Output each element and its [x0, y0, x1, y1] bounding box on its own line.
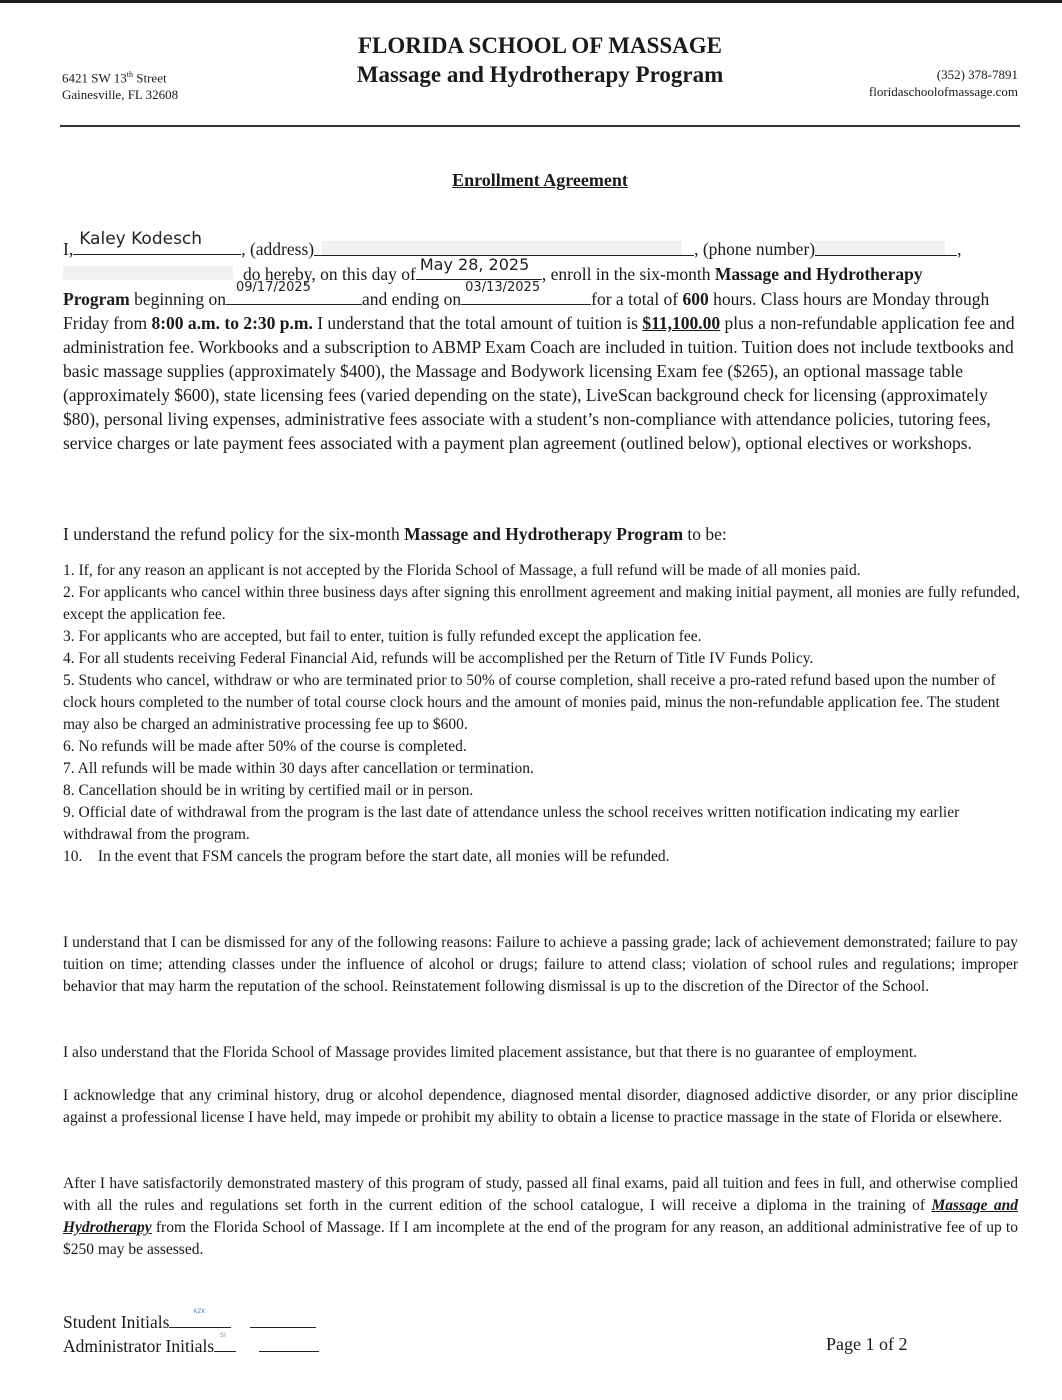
text: I understand the refund policy for the six-month [63, 524, 405, 544]
admin-initials-field[interactable] [214, 1332, 236, 1352]
school-website: floridaschoolofmassage.com [868, 84, 1018, 99]
dismissal-paragraph: I understand that I can be dismissed for any of the following reasons: Failure to achieve a passing grade; lack of achievement demonstrated; failure to pay tuition on time; attending classes under the influence of alcohol or drugs; failure to attend class; violation of school rules and regulations; improper behavior that may harm the reputation of the school. Reinstatement following dismissal is up to the discretion of the Director of the School. [63, 934, 1018, 995]
address-line-1: 6421 SW 13 [62, 70, 127, 86]
total-hours: 600 [682, 289, 709, 309]
text: plus a non-refundable application fee and administration fee. Workbooks and a subscription to ABMP Exam Coach are included in tuition. Tuition does not include textbooks and basic massage supplies (approximately $400), the Massage and Bodywork licensing Exam fee ($265), an optional massage table (approximately $600), state licensing fees (varied depending on the state), LiveScan background check for licensing (approximately $80), personal living expenses, administrative fees associate with a student’s non-compliance with attendance policies, tutoring fees, service charges or late payment fees associated with a payment plan agreement (outlined below), optional electives or workshops. [63, 313, 1015, 453]
program-word-bold: Program [63, 289, 130, 309]
placement-paragraph: I also understand that the Florida School of Massage provides limited placement assistance, but that there is no guarantee of employment. [63, 1044, 917, 1061]
school-contact [869, 66, 1018, 100]
ending-on-value: 03/13/2025 [465, 280, 541, 295]
text: hours. Class hours are Monday through Friday from [63, 289, 990, 333]
refund-item: 6. No refunds will be made after 50% of the course is completed. [63, 738, 467, 755]
initials-block [63, 1310, 319, 1358]
address-line-1-end: Street [133, 70, 167, 86]
window-top-bar [0, 0, 1062, 3]
text: from the Florida School of Massage. If I am incomplete at the end of the program for any reason, an additional administrative fee of up to $250 may be assessed. [63, 1219, 1018, 1258]
admin-initials-label: Administrator Initials [63, 1336, 215, 1356]
text: After I have satisfactorily demonstrated mastery of this program of study, passed all final exams, paid all tuition and fees in full, and otherwise complied with all the rules and regulations set forth in the current edition of the school catalogue, I will receive a diploma in the training of [63, 1175, 1018, 1214]
day-of-value: May 28, 2025 [419, 255, 530, 274]
diploma-program-name: Massage and Hydrotherapy [63, 1197, 1018, 1236]
class-hours: 8:00 a.m. to 2:30 p.m. [151, 313, 313, 333]
address-line-2: Gainesville, FL 32608 [62, 87, 179, 103]
text: , [957, 239, 962, 259]
refund-item: 2. For applicants who cancel within three business days after signing this enrollment agreement and making initial payment, all monies are fully refunded, except the application fee. [63, 584, 1020, 623]
text: to be: [683, 524, 727, 544]
refund-item: 1. If, for any reason an applicant is not accepted by the Florida School of Massage, a full refund will be made of all monies paid. [63, 562, 861, 579]
text: , (phone number) [694, 239, 816, 259]
phone-redaction [815, 241, 945, 255]
refund-item: 3. For applicants who are accepted, but fail to enter, tuition is fully refunded except the application fee. [63, 628, 702, 645]
acknowledge-paragraph: I acknowledge that any criminal history, drug or alcohol dependence, diagnosed mental disorder, diagnosed addictive disorder, or any prior discipline against a professional license I have held, may impede or prohibit my ability to obtain a license to practice massage in the state of Florida or elsewhere. [63, 1087, 1018, 1126]
refund-intro [63, 522, 1018, 546]
refund-item: 9. Official date of withdrawal from the program is the last date of attendance unless the school receives written notification indicating my earlier withdrawal from the program. [63, 804, 960, 843]
refund-item: 7. All refunds will be made within 30 days after cancellation or termination. [63, 760, 534, 777]
enrollment-paragraph [63, 229, 1018, 455]
header-divider [60, 125, 1020, 127]
admin-initials-line-2[interactable] [259, 1335, 319, 1352]
ending-on-field[interactable] [461, 280, 591, 305]
text: for a total of [591, 289, 683, 309]
text: I understand that the total amount of tuition is [312, 313, 643, 333]
document-title: Enrollment Agreement [452, 170, 628, 190]
text: and ending on [362, 289, 462, 309]
phone-redaction [63, 266, 233, 280]
beginning-on-field[interactable] [226, 280, 362, 305]
program-name-bold: Massage and Hydrotherapy Program [404, 524, 684, 544]
beginning-on-value: 09/17/2025 [236, 280, 311, 295]
text: beginning on [129, 289, 226, 309]
school-name: FLORIDA SCHOOL OF MASSAGE [357, 33, 722, 58]
text: I, [63, 239, 74, 259]
diploma-paragraph [63, 1173, 1018, 1261]
phone-number-field[interactable] [815, 237, 957, 256]
refund-item: 10. In the event that FSM cancels the program before the start date, all monies will be refunded. [63, 848, 670, 865]
text: do hereby, on this day of [243, 264, 416, 284]
address-sup: th [126, 70, 133, 79]
refund-item: 5. Students who cancel, withdraw or who are terminated prior to 50% of course completion, shall receive a pro-rated refund based upon the number of clock hours completed to the number of total course clock hours and the amount of monies paid, minus the non-refundable application fee. The student may also be charged an administrative processing fee up to $600. [63, 672, 1000, 733]
admin-initials-value: SI [220, 1332, 226, 1339]
student-initials-value: KZK [193, 1308, 206, 1315]
student-initials-label: Student Initials [63, 1312, 170, 1332]
student-name-field[interactable] [73, 229, 241, 255]
program-name-bold: Massage and Hydrotherapy [714, 264, 923, 284]
program-name: Massage and Hydrotherapy Program [356, 62, 724, 87]
page-indicator: Page 1 of 2 [826, 1334, 908, 1354]
refund-item: 4. For all students receiving Federal Financial Aid, refunds will be accomplished per the Return of Title IV Funds Policy. [63, 650, 814, 667]
student-initials-line-2[interactable] [250, 1311, 316, 1328]
text: , (address) [241, 239, 315, 259]
school-phone: (352) 378-7891 [936, 67, 1018, 82]
phone-number-continued[interactable] [63, 262, 243, 281]
text: , enroll in the six-month [541, 264, 715, 284]
tuition-amount: $11,100.00 [642, 313, 721, 333]
refund-item: 8. Cancellation should be in writing by certified mail or in person. [63, 782, 474, 799]
student-name-value: Kaley Kodesch [79, 229, 203, 249]
refund-policy-list [63, 560, 1023, 868]
